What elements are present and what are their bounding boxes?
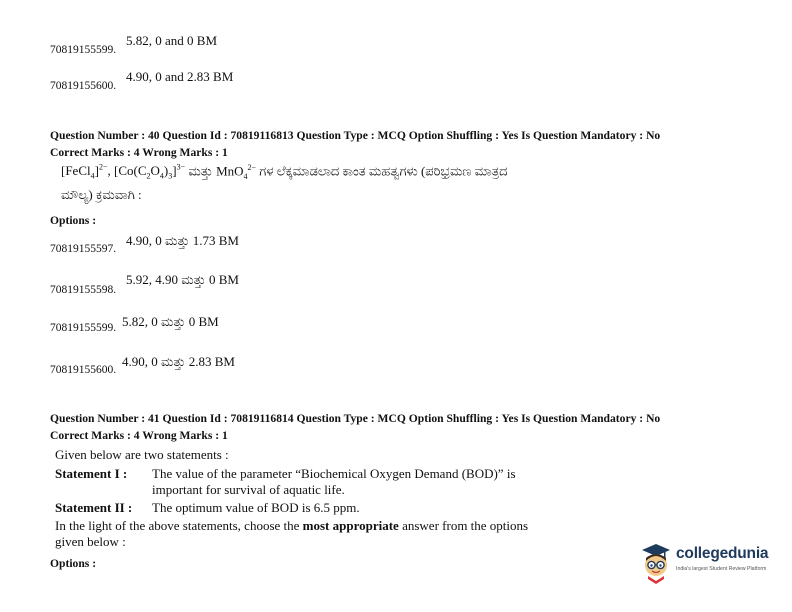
option-text[interactable]: 4.90, 0 ಮತ್ತು 1.73 BM [126,233,239,248]
options-label: Options : [50,214,97,227]
instruction-text-end: answer from the options [398,518,529,533]
statement2-text: The optimum value of BOD is 6.5 ppm. [152,500,360,515]
statement1-label: Statement I : [55,466,128,481]
question-kannada: ಗಳ ಲೆಕ್ಕಮಾಡಲಾದ ಕಾಂತ ಮಹತ್ವಗಳು (ಪರಿಭ್ರಮಣ ಮಾತ್ರದ [256,163,508,179]
option-id: 70819155600. [50,80,117,92]
option-id: 70819155599. [50,44,117,56]
option-text[interactable]: 4.90, 0 ಮತ್ತು 2.83 BM [122,354,235,369]
instruction-emphasis: most appropriate [302,518,399,533]
statement1-text: The value of the parameter “Biochemical Oxygen Demand (BOD)” is [152,466,516,481]
option-text[interactable]: 5.82, 0 ಮತ್ತು 0 BM [122,314,219,329]
option-text[interactable]: 4.90, 0 and 2.83 BM [126,69,234,84]
question-marks: Correct Marks : 4 Wrong Marks : 1 [50,429,228,442]
statement2-label: Statement II : [55,500,133,515]
question-conjunction: ಮತ್ತು MnO [185,163,244,179]
question-text: [FeCl$_4$]$^{2-}$, $[Co(C_2O_4)_3]^{3-}$ ಮತ್ತು MnO$_4^{2-}$ ಗಳ ಲೆಕ್ಕಮಾಡಲಾದ ಕಾಂತ ಮಹತ್ವಗಳು (ಪರಿಭ್ರಮಣ ಮಾತ್ರದ [61,163,508,181]
logo-tagline: India's largest Student Review Platform [676,566,767,572]
question-instruction [55,518,528,534]
option-id: 70819155598. [50,284,117,296]
question-instruction-line2: given below : [55,534,126,549]
question-header: Question Number : 40 Question Id : 70819116813 Question Type : MCQ Option Shuffling : Yes Is Question Mandatory : No [50,129,661,142]
question-marks: Correct Marks : 4 Wrong Marks : 1 [50,146,228,159]
mascot-icon [638,541,674,585]
logo-name: collegedunia [676,545,769,562]
question-intro: Given below are two statements : [55,447,229,462]
question-header: Question Number : 41 Question Id : 70819116814 Question Type : MCQ Option Shuffling : Yes Is Question Mandatory : No [50,412,661,425]
option-text[interactable]: 5.82, 0 and 0 BM [126,33,217,48]
option-text[interactable]: 5.92, 4.90 ಮತ್ತು 0 BM [126,272,239,287]
question-text-line2: ಮೌಲ್ಯ) ಕ್ರಮವಾಗಿ : [61,187,142,202]
option-id: 70819155599. [50,322,117,334]
option-id: 70819155600. [50,364,117,376]
formula-complexes: [FeCl$_4$]$^{2-}$, $[Co(C_2O_4)_3]^{3-}$ [61,163,186,181]
option-id: 70819155597. [50,243,117,255]
instruction-text: In the light of the above statements, choose the [55,518,303,533]
collegedunia-logo [638,541,768,585]
options-label: Options : [50,557,97,570]
statement1-text-line2: important for survival of aquatic life. [152,482,345,497]
